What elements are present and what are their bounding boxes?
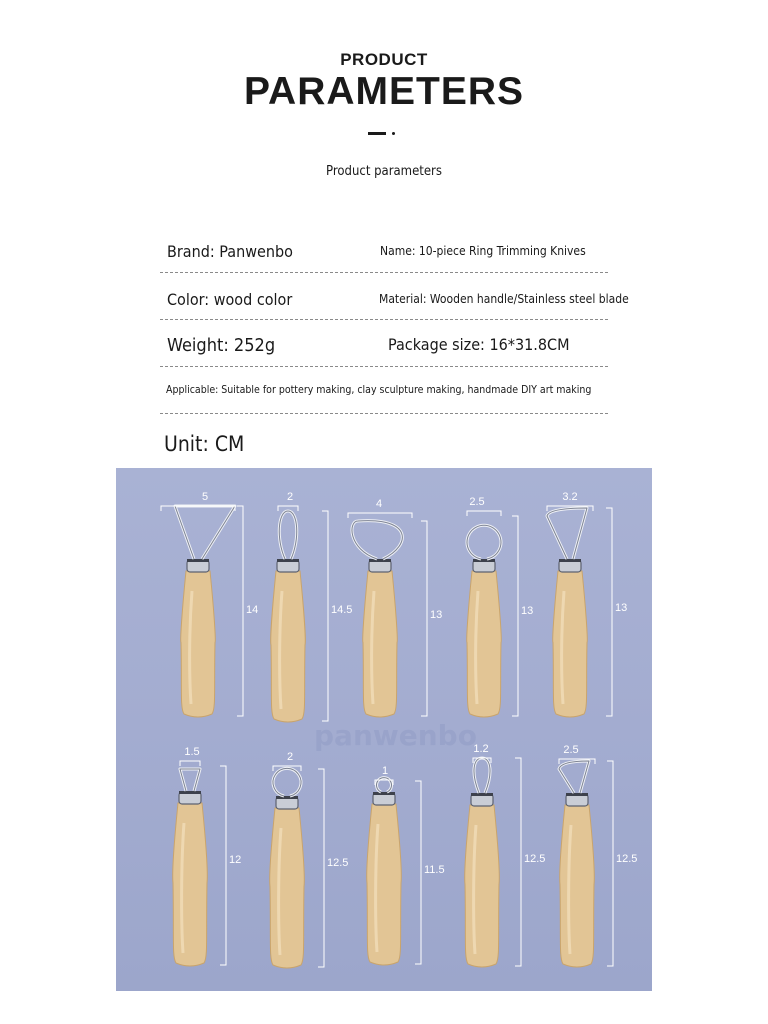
ferrule-band [471, 793, 493, 796]
param-row-color-material [160, 272, 629, 320]
loop-edge [180, 769, 200, 791]
title-dot-decoration [392, 132, 395, 135]
param-color: Color: wood color [167, 290, 293, 309]
length-label: 14 [246, 604, 259, 616]
ferrule-band [373, 792, 395, 795]
loop-edge [175, 506, 235, 559]
length-dimension-line [318, 769, 324, 967]
length-label: 13 [521, 605, 534, 617]
param-brand: Brand: Panwenbo [167, 242, 293, 261]
tool-2 [271, 491, 353, 722]
length-dimension-line [322, 511, 328, 721]
length-dimension-line [237, 506, 243, 716]
wooden-handle [465, 805, 500, 967]
ferrule-band [187, 559, 209, 562]
length-label: 13 [430, 609, 443, 621]
width-label: 1 [381, 765, 389, 777]
wooden-handle [553, 571, 588, 717]
param-row-weight-package [160, 319, 608, 367]
ferrule-band [276, 796, 298, 799]
page-subtitle: Product parameters [326, 164, 442, 179]
length-dimension-line [607, 761, 613, 966]
param-row-brand-name [160, 231, 608, 273]
wooden-handle [560, 805, 595, 967]
ferrule-band [277, 559, 299, 562]
ferrule-band [369, 559, 391, 562]
length-label: 13 [615, 602, 628, 614]
width-dimension-line [180, 761, 200, 766]
watermark-text: panwenbo [314, 719, 477, 752]
tool-8 [367, 765, 445, 965]
tool-3 [348, 498, 442, 717]
width-label: 4 [375, 498, 383, 510]
wooden-handle [367, 804, 402, 965]
length-dimension-line [512, 516, 518, 716]
param-weight: Weight: 252g [167, 335, 276, 356]
width-label: 2.5 [469, 496, 485, 508]
ferrule-band [473, 559, 495, 562]
product-photo [116, 468, 652, 991]
width-label: 5 [201, 491, 209, 503]
loop-edge [467, 525, 501, 559]
tool-6 [173, 746, 242, 966]
ferrule-band [179, 791, 201, 794]
width-label: 1.2 [473, 743, 489, 755]
tool-7 [270, 751, 349, 968]
length-label: 12.5 [616, 853, 638, 865]
length-dimension-line [606, 508, 612, 716]
steel-loop-blade [547, 508, 587, 559]
ferrule-band [566, 793, 588, 796]
length-label: 12.5 [524, 853, 546, 865]
param-applicable: Applicable: Suitable for pottery making, clay sculpture making, handmade DIY art making [166, 384, 592, 396]
header-small-title: PRODUCT [340, 50, 428, 69]
steel-loop-blade [474, 758, 490, 793]
param-name: Name: 10-piece Ring Trimming Knives [380, 244, 586, 258]
wooden-handle [173, 803, 208, 966]
param-package: Package size: 16*31.8CM [388, 335, 570, 354]
length-label: 12.5 [327, 857, 349, 869]
loop-edge [273, 768, 301, 796]
wooden-handle [467, 571, 502, 717]
page-title: PARAMETERS [243, 70, 525, 113]
ferrule-band [559, 559, 581, 562]
width-label: 2 [286, 751, 294, 763]
width-label: 2.5 [563, 744, 579, 756]
wooden-handle [271, 571, 306, 722]
tools-illustration [116, 468, 652, 991]
length-label: 14.5 [331, 604, 353, 616]
tool-1 [161, 491, 258, 717]
width-label: 3.2 [562, 491, 578, 503]
param-material: Material: Wooden handle/Stainless steel blade [379, 292, 629, 306]
length-label: 12 [229, 854, 242, 866]
param-row-applicable [160, 366, 608, 414]
length-dimension-line [415, 781, 421, 964]
length-dimension-line [515, 758, 521, 966]
wooden-handle [181, 571, 216, 717]
tool-4 [467, 496, 534, 717]
width-dimension-line [467, 511, 501, 516]
width-dimension-line [348, 513, 412, 518]
wooden-handle [270, 808, 305, 968]
tool-10 [559, 744, 637, 967]
width-label: 2 [286, 491, 294, 503]
width-label: 1.5 [184, 746, 200, 758]
tool-9 [465, 743, 546, 967]
length-dimension-line [421, 521, 427, 716]
unit-label: Unit: CM [164, 432, 245, 456]
length-label: 11.5 [424, 864, 445, 876]
tool-5 [547, 491, 627, 717]
length-dimension-line [220, 766, 226, 965]
title-dash-decoration [368, 132, 386, 135]
wooden-handle [363, 571, 398, 717]
